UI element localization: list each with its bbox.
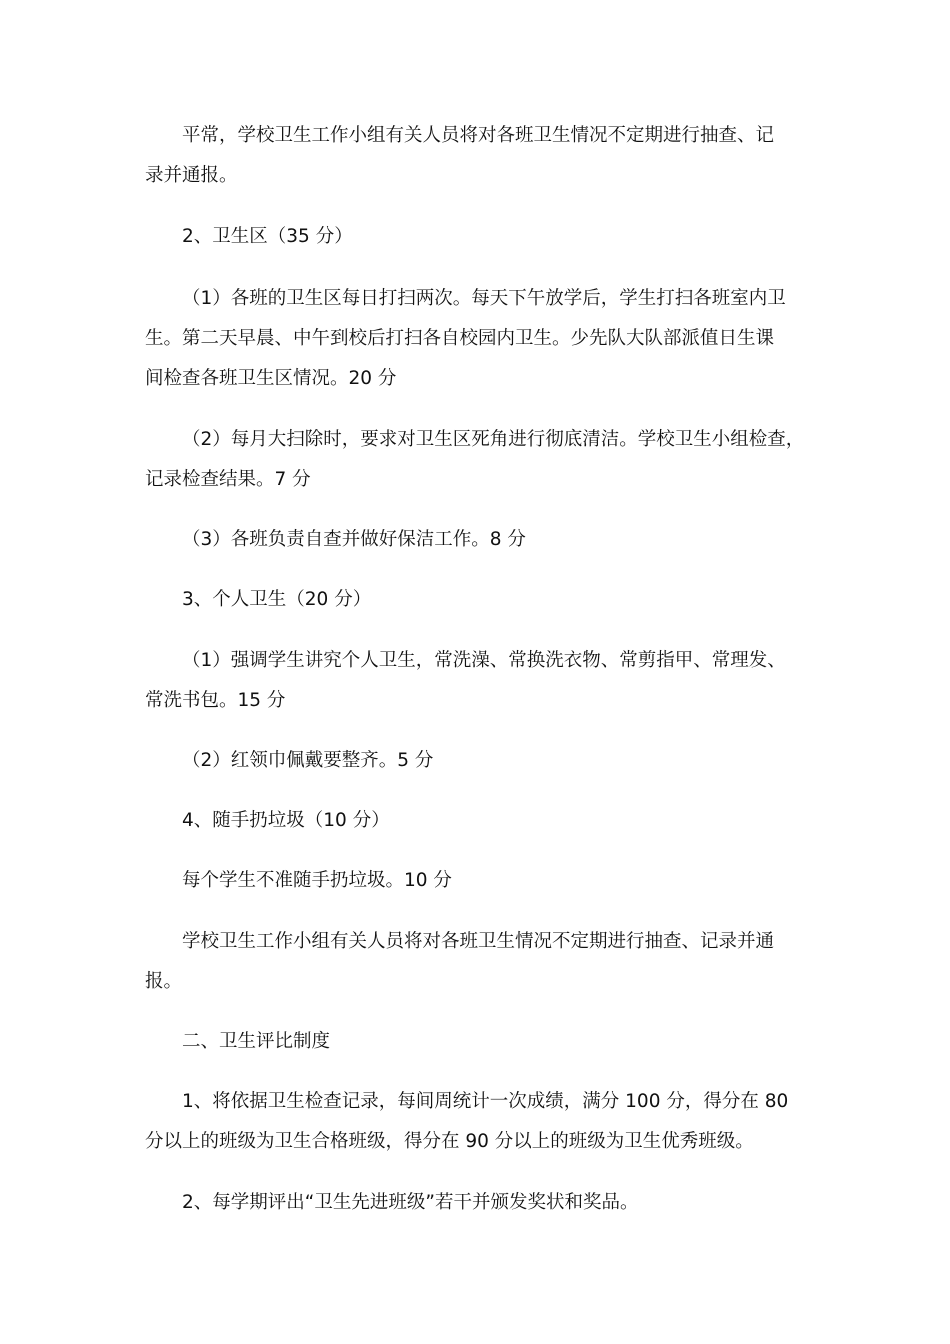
paragraph-evaluation-item-2 [145, 1183, 825, 1223]
text-line: 2、每学期评出“卫生先进班级”若干并颁发奖状和奖品。 [182, 1192, 639, 1213]
text-line: 常洗书包。15 分 [145, 690, 286, 711]
paragraph-routine-inspection [145, 116, 825, 196]
text-line: 分以上的班级为卫生合格班级，得分在 90 分以上的班级为卫生优秀班级。 [145, 1131, 754, 1152]
text-line: 1、将依据卫生检查记录，每间周统计一次成绩，满分 100 分，得分在 80 [182, 1091, 789, 1112]
text-line: （3）各班负责自查并做好保洁工作。8 分 [182, 529, 526, 550]
text-line: 间检查各班卫生区情况。20 分 [145, 368, 397, 389]
heading-evaluation-system [145, 1022, 825, 1062]
text-line: 2、卫生区（35 分） [182, 226, 353, 247]
text-line: 二、卫生评比制度 [182, 1031, 331, 1052]
paragraph-inspection-note [145, 922, 825, 1002]
text-line: 学校卫生工作小组有关人员将对各班卫生情况不定期进行抽查、记录并通 [182, 931, 775, 952]
text-line: 每个学生不准随手扔垃圾。10 分 [182, 870, 452, 891]
text-line: （2）每月大扫除时，要求对卫生区死角进行彻底清洁。学校卫生小组检查， [182, 429, 805, 450]
text-line: 报。 [145, 971, 183, 992]
text-line: 4、随手扔垃圾（10 分） [182, 810, 390, 831]
text-line: 录并通报。 [145, 165, 238, 186]
paragraph-littering-rule [145, 861, 825, 901]
heading-littering [145, 801, 825, 841]
paragraph-area-item-2 [145, 420, 825, 500]
paragraph-area-item-3 [145, 520, 825, 560]
paragraph-evaluation-item-1 [145, 1082, 825, 1162]
text-line: （2）红领巾佩戴要整齐。5 分 [182, 750, 434, 771]
text-line: 3、个人卫生（20 分） [182, 589, 372, 610]
paragraph-personal-item-1 [145, 641, 825, 721]
paragraph-personal-item-2 [145, 741, 825, 781]
text-line: 记录检查结果。7 分 [145, 469, 311, 490]
heading-personal-hygiene [145, 580, 825, 620]
text-line: （1）各班的卫生区每日打扫两次。每天下午放学后，学生打扫各班室内卫 [182, 288, 786, 309]
text-line: 生。第二天早晨、中午到校后打扫各自校园内卫生。少先队大队部派值日生课 [145, 328, 775, 349]
text-line: 平常，学校卫生工作小组有关人员将对各班卫生情况不定期进行抽查、记 [182, 125, 775, 146]
paragraph-area-item-1 [145, 279, 825, 399]
text-line: （1）强调学生讲究个人卫生，常洗澡、常换洗衣物、常剪指甲、常理发、 [182, 650, 786, 671]
heading-hygiene-area [145, 217, 825, 257]
